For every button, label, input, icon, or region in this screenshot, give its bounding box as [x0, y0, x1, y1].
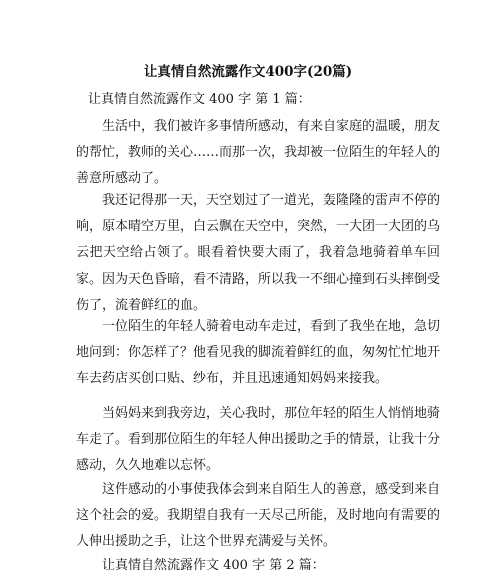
essay-heading: 让真情自然流露作文 400 字 第 1 篇： — [88, 92, 311, 107]
next-essay-heading: 让真情自然流露作文 400 字 第 2 篇： — [102, 558, 325, 573]
paragraph: 生活中，我们被许多事情所感动，有来自家庭的温暖，朋友的帮忙，教师的关心……而那一次，我却被一位陌生的年轻人的善意所感动了。 — [76, 119, 441, 187]
paragraph: 当妈妈来到我旁边，关心我时，那位年轻的陌生人悄悄地骑车走了。看到那位陌生的年轻人伸出援助之手的情景，让我十分感动，久久地难以忘怀。 — [76, 406, 441, 474]
document-title: 让真情自然流露作文400字(20篇) — [143, 64, 353, 80]
paragraph: 一位陌生的年轻人骑着电动车走过，看到了我坐在地，急切地问到：你怎样了？他看见我的脚流着鲜红的血，匆匆忙忙地开车去药店买创口贴、纱布，并且迅速通知妈妈来接我。 — [76, 319, 441, 387]
paragraph: 这件感动的小事使我体会到来自陌生人的善意，感受到来自这个社会的爱。我期望自我有一天尽己所能，及时地向有需要的人伸出援助之手，让这个世界充满爱与关怀。 — [76, 482, 441, 550]
paragraph: 我还记得那一天，天空划过了一道光，轰隆隆的雷声不停的响，原本晴空万里，白云飘在天空中，突然，一大团一大团的乌云把天空给占领了。眼看着快要大雨了，我着急地骑着单车回家。因为天色昏暗，看不清路，所以我一不细心撞到石头摔倒受伤了，流着鲜红的血。 — [76, 193, 441, 313]
